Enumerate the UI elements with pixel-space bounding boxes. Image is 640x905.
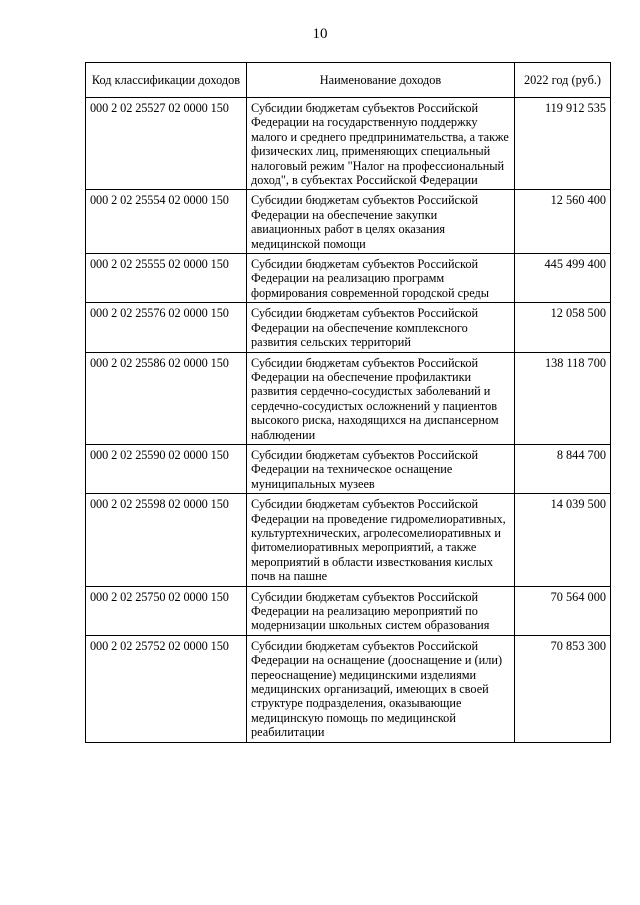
table-row: [86, 303, 611, 352]
row-amount: 12 058 500: [515, 303, 611, 352]
row-name: Субсидии бюджетам субъектов Российской Федерации на обеспечение профилактики развития сердечно-сосудистых заболеваний и сердечно-сосудистых осложнений у пациентов высокого риска, находящихся на диспансерном наблюдении: [247, 352, 515, 444]
row-code: 000 2 02 25554 02 0000 150: [86, 190, 247, 254]
row-name: Субсидии бюджетам субъектов Российской Федерации на проведение гидромелиоративных, культуртехнических, агролесомелиоративных и фитомелиоративных мероприятий, а также мероприятий в области известкования кислых почв на пашне: [247, 494, 515, 586]
table-row: [86, 190, 611, 254]
header-name: Наименование доходов: [247, 63, 515, 98]
row-amount: 119 912 535: [515, 98, 611, 190]
row-code: 000 2 02 25555 02 0000 150: [86, 254, 247, 303]
table-row: [86, 254, 611, 303]
row-amount: 12 560 400: [515, 190, 611, 254]
row-code: 000 2 02 25586 02 0000 150: [86, 352, 247, 444]
income-table: [85, 62, 611, 743]
row-name: Субсидии бюджетам субъектов Российской Федерации на реализацию мероприятий по модернизации школьных систем образования: [247, 586, 515, 635]
row-amount: 70 564 000: [515, 586, 611, 635]
row-code: 000 2 02 25750 02 0000 150: [86, 586, 247, 635]
header-code: Код классификации доходов: [86, 63, 247, 98]
row-code: 000 2 02 25752 02 0000 150: [86, 635, 247, 742]
row-name: Субсидии бюджетам субъектов Российской Федерации на обеспечение комплексного развития сельских территорий: [247, 303, 515, 352]
row-amount: 8 844 700: [515, 444, 611, 493]
table-row: [86, 494, 611, 586]
row-code: 000 2 02 25598 02 0000 150: [86, 494, 247, 586]
row-name: Субсидии бюджетам субъектов Российской Федерации на реализацию программ формирования современной городской среды: [247, 254, 515, 303]
table-row: [86, 635, 611, 742]
table-row: [86, 586, 611, 635]
table-header-row: [86, 63, 611, 98]
row-name: Субсидии бюджетам субъектов Российской Федерации на оснащение (дооснащение и (или) переоснащение) медицинскими изделиями медицинских организаций, имеющих в своей структуре подразделения, оказывающие медицинскую помощь по медицинской реабилитации: [247, 635, 515, 742]
row-amount: 14 039 500: [515, 494, 611, 586]
row-name: Субсидии бюджетам субъектов Российской Федерации на государственную поддержку малого и среднего предпринимательства, а также физических лиц, применяющих специальный налоговый режим "Налог на профессиональный доход", в субъектах Российской Федерации: [247, 98, 515, 190]
table-row: [86, 352, 611, 444]
row-name: Субсидии бюджетам субъектов Российской Федерации на обеспечение закупки авиационных работ в целях оказания медицинской помощи: [247, 190, 515, 254]
row-amount: 138 118 700: [515, 352, 611, 444]
header-amount: 2022 год (руб.): [515, 63, 611, 98]
table-row: [86, 98, 611, 190]
table-row: [86, 444, 611, 493]
page-number: 10: [312, 26, 328, 42]
row-amount: 445 499 400: [515, 254, 611, 303]
row-name: Субсидии бюджетам субъектов Российской Федерации на техническое оснащение муниципальных музеев: [247, 444, 515, 493]
row-amount: 70 853 300: [515, 635, 611, 742]
row-code: 000 2 02 25527 02 0000 150: [86, 98, 247, 190]
row-code: 000 2 02 25576 02 0000 150: [86, 303, 247, 352]
row-code: 000 2 02 25590 02 0000 150: [86, 444, 247, 493]
